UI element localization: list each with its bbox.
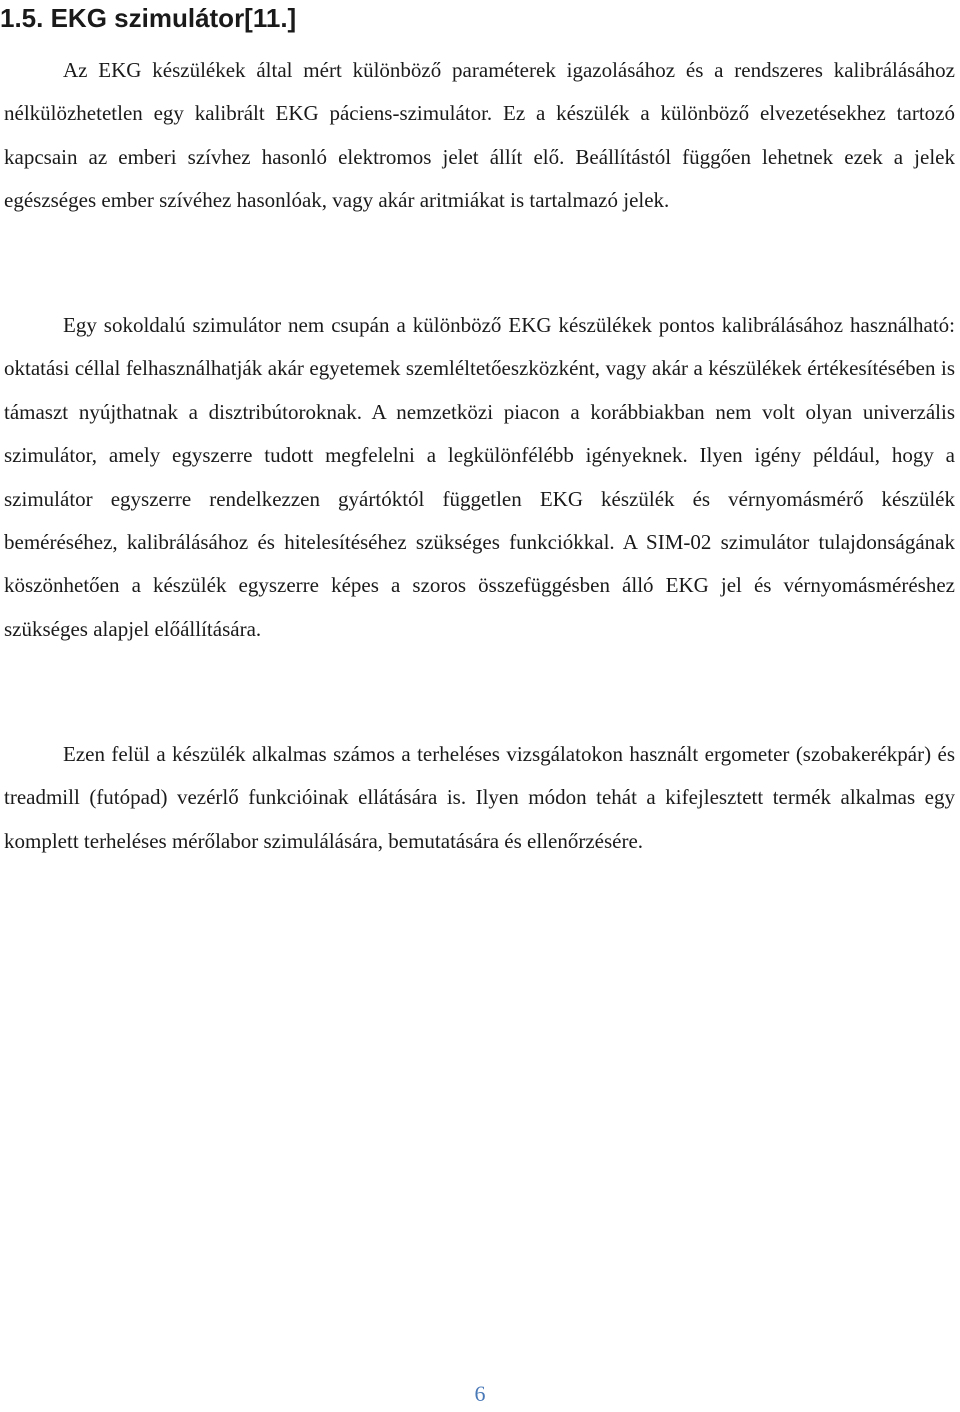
page-number: 6 bbox=[474, 1381, 486, 1406]
paragraph-versatile-simulator: Egy sokoldalú szimulátor nem csupán a különböző EKG készülékek pontos kalibrálásához használható: oktatási céllal felhasználhatják akár egyetemek szemléltetőeszközként, vagy akár a készülékek értékesítésében is támaszt nyújthatnak a disztribútoroknak. A nemzetközi piacon a korábbiakban nem volt olyan univerzális szimulátor, amely egyszerre tudott megfelelni a legkülönfélébb igényeknek. Ilyen igény például, hogy a szimulátor egyszerre rendelkezzen gyártóktól független EKG készülék és vérnyomásmérő készülék beméréséhez, kalibrálásához és hitelesítéséhez szükséges funkciókkal. A SIM-02 szimulátor tulajdonságának köszönhetően a készülék egyszerre képes a szoros összefüggésben álló EKG jel és vérnyomásméréshez szükséges alapjel előállítására. bbox=[4, 313, 955, 641]
paragraph-stress-test: Ezen felül a készülék alkalmas számos a terheléses vizsgálatokon használt ergometer (szobakerékpár) és treadmill (futópad) vezérlő funkcióinak ellátására is. Ilyen módon tehát a kifejlesztett termék alkalmas egy komplett terheléses mérőlabor szimulálására, bemutatására és ellenőrzésére. bbox=[4, 742, 955, 853]
paragraph-intro: Az EKG készülékek által mért különböző paraméterek igazolásához és a rendszeres kalibrálásához nélkülözhetetlen egy kalibrált EKG páciens-szimulátor. Ez a készülék a különböző elvezetésekhez tartozó kapcsain az emberi szívhez hasonló elektromos jelet állít elő. Beállítástól függően lehetnek ezek a jelek egészséges ember szívéhez hasonlóak, vagy akár aritmiákat is tartalmazó jelek. bbox=[4, 58, 955, 213]
section-heading: 1.5. EKG szimulátor[11.] bbox=[0, 3, 297, 33]
